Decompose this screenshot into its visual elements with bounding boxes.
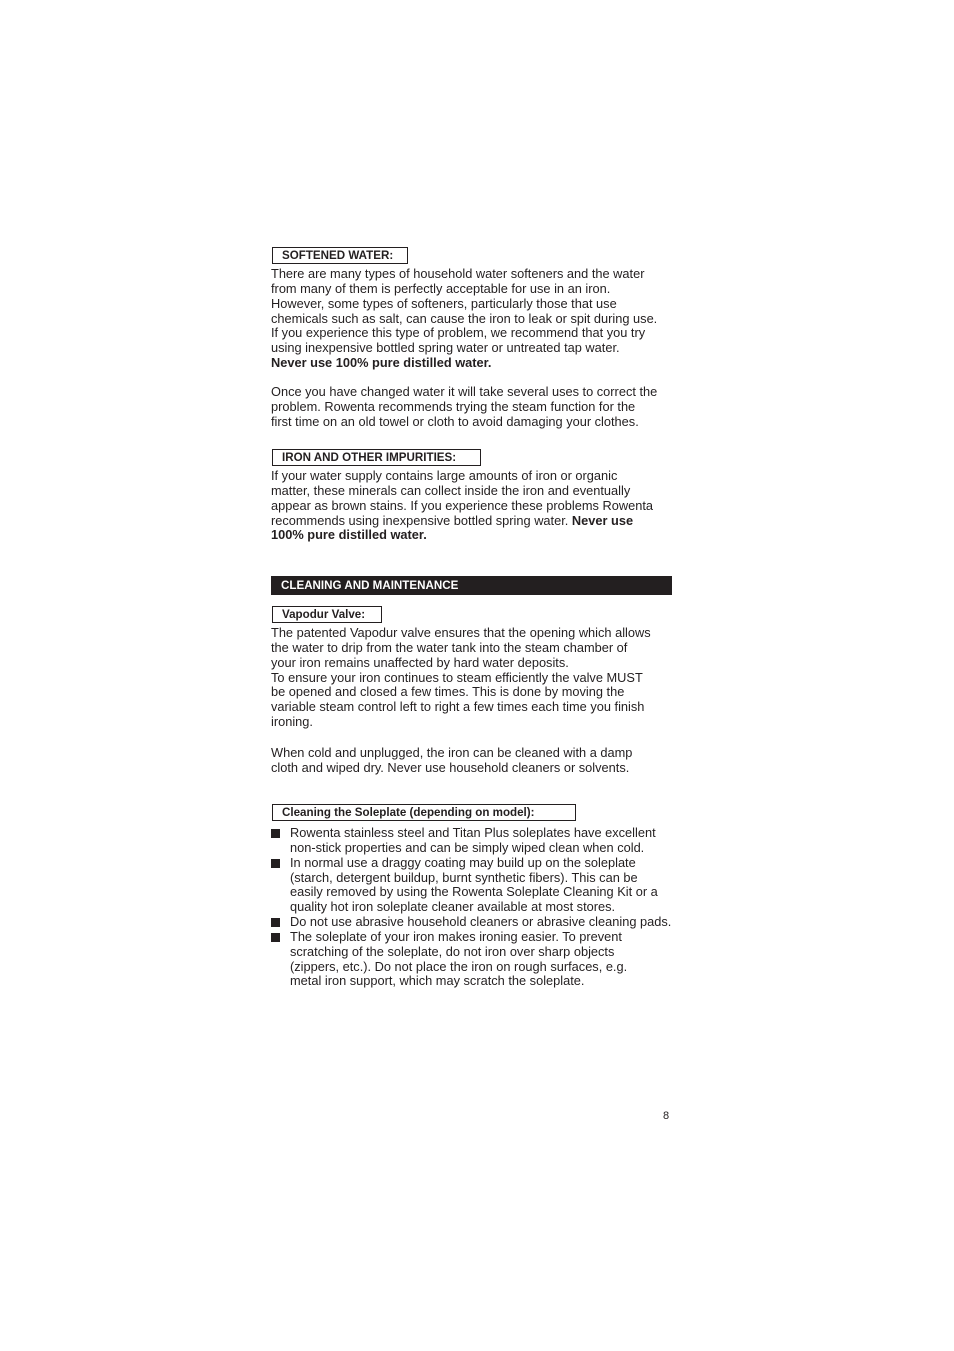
paragraph-line: variable steam control left to right a few times each time you finish [271,699,645,715]
paragraph-line: be opened and closed a few times. This is done by moving the [271,684,625,700]
bullet-line: quality hot iron soleplate cleaner available at most stores. [290,899,616,915]
paragraph-line: appear as brown stains. If you experience these problems Rowenta [271,497,653,513]
paragraph-iron-impurities [271,469,653,543]
paragraph-line: If you experience this type of problem, we recommend that you try [271,325,646,341]
paragraph-line: from many of them is perfectly acceptable for use in an iron. [271,280,611,296]
bullet-line: non-stick properties and can be simply wiped clean when cold. [290,839,645,855]
chapter-title-bar: CLEANING AND MAINTENANCE [271,576,672,595]
paragraph-line: using inexpensive bottled spring water or untreated tap water. [271,340,620,356]
paragraph-line: However, some types of softeners, particularly those that use [271,295,617,311]
bullet-line: In normal use a draggy coating may build up on the soleplate [290,854,636,870]
paragraph-line: matter, these minerals can collect inside the iron and eventually [271,482,631,498]
page-number: 8 [663,1110,670,1122]
paragraph-line [271,514,653,529]
paragraph-line: Once you have changed water it will take several uses to correct the [271,384,658,399]
bullet-item [271,856,671,915]
paragraph-vapodur-valve-2 [271,746,632,776]
paragraph-line: There are many types of household water softeners and the water [271,266,645,281]
section-heading-soleplate: Cleaning the Soleplate (depending on model): [272,804,576,821]
square-bullet-icon [271,829,280,838]
warning-line: Never use 100% pure distilled water. [271,355,492,371]
section-heading-softened-water: SOFTENED WATER: [272,247,408,264]
square-bullet-icon [271,918,280,927]
bullet-line: (zippers, etc.). Do not place the iron on rough surfaces, e.g. [290,958,628,974]
section-heading-iron-impurities: IRON AND OTHER IMPURITIES: [272,449,481,466]
bullet-line: easily removed by using the Rowenta Soleplate Cleaning Kit or a [290,884,658,900]
warning-text: Never use [571,512,634,528]
paragraph-softened-water-2 [271,385,657,430]
paragraph-line: the water to drip from the water tank into the steam chamber of [271,639,628,655]
bullet-line: Do not use abrasive household cleaners or abrasive cleaning pads. [290,914,672,930]
paragraph-line: When cold and unplugged, the iron can be cleaned with a damp [271,745,633,760]
bullet-line: scratching of the soleplate, do not iron over sharp objects [290,943,615,959]
bullet-item [271,826,671,856]
warning-line: 100% pure distilled water. [271,527,427,543]
soleplate-bullet-list [271,826,671,989]
paragraph-line: If your water supply contains large amounts of iron or organic [271,468,618,483]
bullet-line: The soleplate of your iron makes ironing easier. To prevent [290,928,622,944]
paragraph-line: first time on an old towel or cloth to avoid damaging your clothes. [271,413,639,429]
paragraph-line: ironing. [271,714,313,730]
paragraph-line: The patented Vapodur valve ensures that the opening which allows [271,625,651,640]
paragraph-line: problem. Rowenta recommends trying the steam function for the [271,398,636,414]
paragraph-line: your iron remains unaffected by hard water deposits. [271,654,569,670]
paragraph-line: To ensure your iron continues to steam efficiently the valve MUST [271,669,643,685]
paragraph-line: cloth and wiped dry. Never use household cleaners or solvents. [271,759,630,775]
paragraph-softened-water-1 [271,267,657,371]
bullet-line: metal iron support, which may scratch the soleplate. [290,973,585,989]
square-bullet-icon [271,859,280,868]
bullet-item [271,930,671,989]
bullet-line: (starch, detergent buildup, burnt synthetic fibers). This can be [290,869,638,885]
bullet-item [271,915,671,930]
paragraph-text: recommends using inexpensive bottled spring water. [271,512,569,528]
square-bullet-icon [271,933,280,942]
paragraph-line: chemicals such as salt, can cause the iron to leak or spit during use. [271,310,658,326]
section-heading-vapodur-valve: Vapodur Valve: [272,606,382,623]
paragraph-vapodur-valve-1 [271,626,651,730]
bullet-line: Rowenta stainless steel and Titan Plus soleplates have excellent [290,825,656,840]
